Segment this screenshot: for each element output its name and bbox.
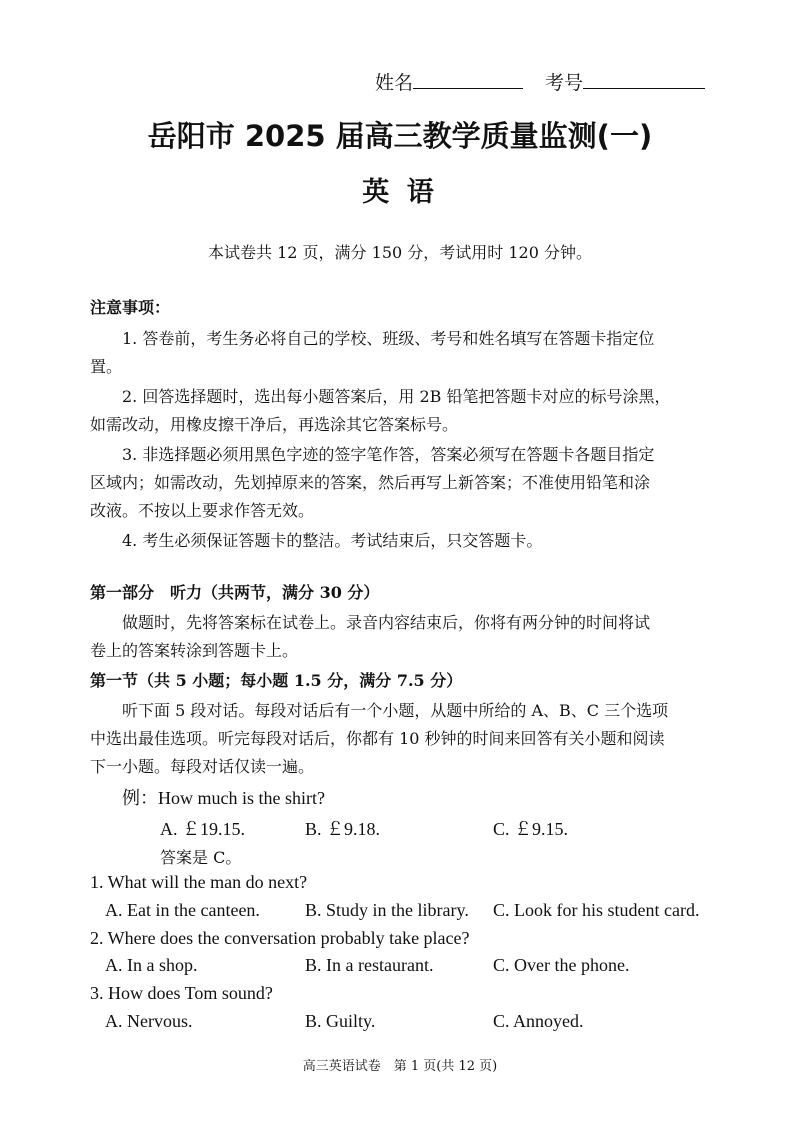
q2-option-a: A. In a shop. bbox=[105, 955, 198, 975]
section1-heading: 第一节（共 5 小题；每小题 1.5 分，满分 7.5 分） bbox=[90, 671, 463, 690]
part1-heading: 第一部分 听力（共两节，满分 30 分） bbox=[90, 583, 380, 602]
exam-number-label: 考号 bbox=[545, 72, 584, 94]
q3-option-c: C. Annoyed. bbox=[493, 1011, 584, 1031]
notice-line: 改液。不按以上要求作答无效。 bbox=[90, 501, 315, 520]
question-2: 2. Where does the conversation probably take place? bbox=[90, 928, 470, 948]
section1-line: 下一小题。每段对话仅读一遍。 bbox=[90, 757, 315, 776]
part1-intro-line: 卷上的答案转涂到答题卡上。 bbox=[90, 641, 299, 660]
exam-number-blank bbox=[583, 70, 705, 89]
example-option-a: A. ￡19.15. bbox=[160, 819, 245, 839]
notice-line: 区域内；如需改动，先划掉原来的答案，然后再写上新答案；不准使用铅笔和涂 bbox=[90, 473, 651, 492]
q1-option-c: C. Look for his student card. bbox=[493, 900, 700, 920]
page-title: 岳阳市 2025 届高三教学质量监测(一) bbox=[147, 119, 653, 153]
notice-heading: 注意事项： bbox=[90, 298, 171, 317]
example-option-c: C. ￡9.15. bbox=[493, 819, 569, 839]
q1-option-a: A. Eat in the canteen. bbox=[105, 900, 260, 920]
name-field bbox=[375, 68, 523, 95]
notice-line: 2. 回答选择题时，选出每小题答案后，用 2B 铅笔把答题卡对应的标号涂黑， bbox=[122, 387, 671, 406]
q3-option-a: A. Nervous. bbox=[105, 1011, 193, 1031]
q3-option-b: B. Guilty. bbox=[305, 1011, 376, 1031]
subject-title: 英 语 bbox=[362, 177, 438, 208]
notice-line: 1. 答卷前，考生务必将自己的学校、班级、考号和姓名填写在答题卡指定位 bbox=[122, 329, 655, 348]
exam-summary: 本试卷共 12 页，满分 150 分，考试用时 120 分钟。 bbox=[208, 243, 592, 262]
question-3: 3. How does Tom sound? bbox=[90, 983, 273, 1003]
notice-line: 置。 bbox=[90, 357, 123, 376]
q2-option-b: B. In a restaurant. bbox=[305, 955, 434, 975]
exam-number-field bbox=[545, 68, 705, 95]
name-blank bbox=[413, 70, 523, 89]
example-option-b: B. ￡9.18. bbox=[305, 819, 381, 839]
question-1: 1. What will the man do next? bbox=[90, 872, 308, 892]
example-question: 例：How much is the shirt? bbox=[122, 788, 325, 808]
notice-line: 3. 非选择题必须用黑色字迹的签字笔作答，答案必须写在答题卡各题目指定 bbox=[122, 445, 655, 464]
q1-option-b: B. Study in the library. bbox=[305, 900, 469, 920]
page-footer: 高三英语试卷 第 1 页(共 12 页) bbox=[302, 1059, 498, 1074]
section1-line: 中选出最佳选项。听完每段对话后，你都有 10 秒钟的时间来回答有关小题和阅读 bbox=[90, 729, 665, 748]
q2-option-c: C. Over the phone. bbox=[493, 955, 630, 975]
part1-intro-line: 做题时，先将答案标在试卷上。录音内容结束后，你将有两分钟的时间将试 bbox=[122, 613, 651, 632]
notice-line: 如需改动，用橡皮擦干净后，再选涂其它答案标号。 bbox=[90, 415, 459, 434]
name-label: 姓名 bbox=[375, 72, 414, 94]
notice-line: 4. 考生必须保证答题卡的整洁。考试结束后，只交答题卡。 bbox=[122, 531, 543, 550]
section1-line: 听下面 5 段对话。每段对话后有一个小题，从题中所给的 A、B、C 三个选项 bbox=[122, 701, 669, 720]
example-answer: 答案是 C。 bbox=[160, 848, 242, 867]
